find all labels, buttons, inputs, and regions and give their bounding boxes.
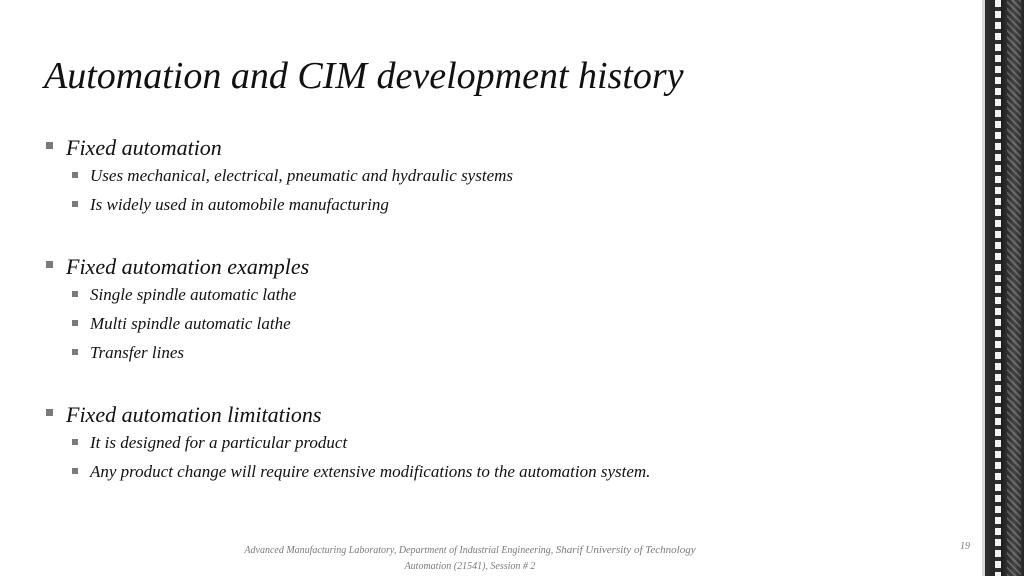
footer-lab: Advanced Manufacturing Laboratory, Department of Industrial Engineering, [244, 545, 556, 556]
bullet-level1 [44, 401, 964, 429]
square-bullet-icon [46, 261, 53, 268]
square-bullet-icon [72, 349, 78, 355]
page-number: 19 [960, 541, 970, 552]
film-gloss-decoration [985, 0, 1024, 576]
spacer [44, 220, 964, 253]
section-item: It is designed for a particular product [90, 433, 348, 452]
section-item: Is widely used in automobile manufacturing [90, 195, 389, 214]
section-heading: Fixed automation limitations [66, 402, 322, 427]
bullet-level2 [44, 339, 964, 368]
bullet-level2 [44, 429, 964, 458]
section-heading: Fixed automation examples [66, 254, 310, 279]
slide-title: Automation and CIM development history [44, 55, 684, 97]
section-heading: Fixed automation [66, 135, 222, 160]
footer-line2: Automation (21541), Session # 2 [404, 561, 536, 572]
square-bullet-icon [72, 320, 78, 326]
square-bullet-icon [72, 291, 78, 297]
spacer [44, 368, 964, 401]
section-item: Transfer lines [90, 343, 184, 362]
square-bullet-icon [72, 439, 78, 445]
footer-university: Sharif University of Technology [555, 544, 696, 556]
bullet-level1 [44, 253, 964, 281]
bullet-level1 [44, 134, 964, 162]
section-item: Multi spindle automatic lathe [90, 314, 291, 333]
bullet-level2 [44, 281, 964, 310]
footer-line1 [190, 542, 750, 559]
square-bullet-icon [46, 409, 53, 416]
square-bullet-icon [72, 172, 78, 178]
slide-footer [190, 542, 750, 575]
bullet-level2 [44, 191, 964, 220]
section-item: Uses mechanical, electrical, pneumatic and hydraulic systems [90, 166, 514, 185]
bullet-level2 [44, 162, 964, 191]
filmstrip-decoration [982, 0, 1024, 576]
slide-content [44, 134, 964, 487]
section-item: Single spindle automatic lathe [90, 285, 297, 304]
square-bullet-icon [72, 468, 78, 474]
section-item: Any product change will require extensive modifications to the automation system. [90, 462, 651, 481]
square-bullet-icon [46, 142, 53, 149]
bullet-level2 [44, 458, 964, 487]
bullet-level2 [44, 310, 964, 339]
square-bullet-icon [72, 201, 78, 207]
